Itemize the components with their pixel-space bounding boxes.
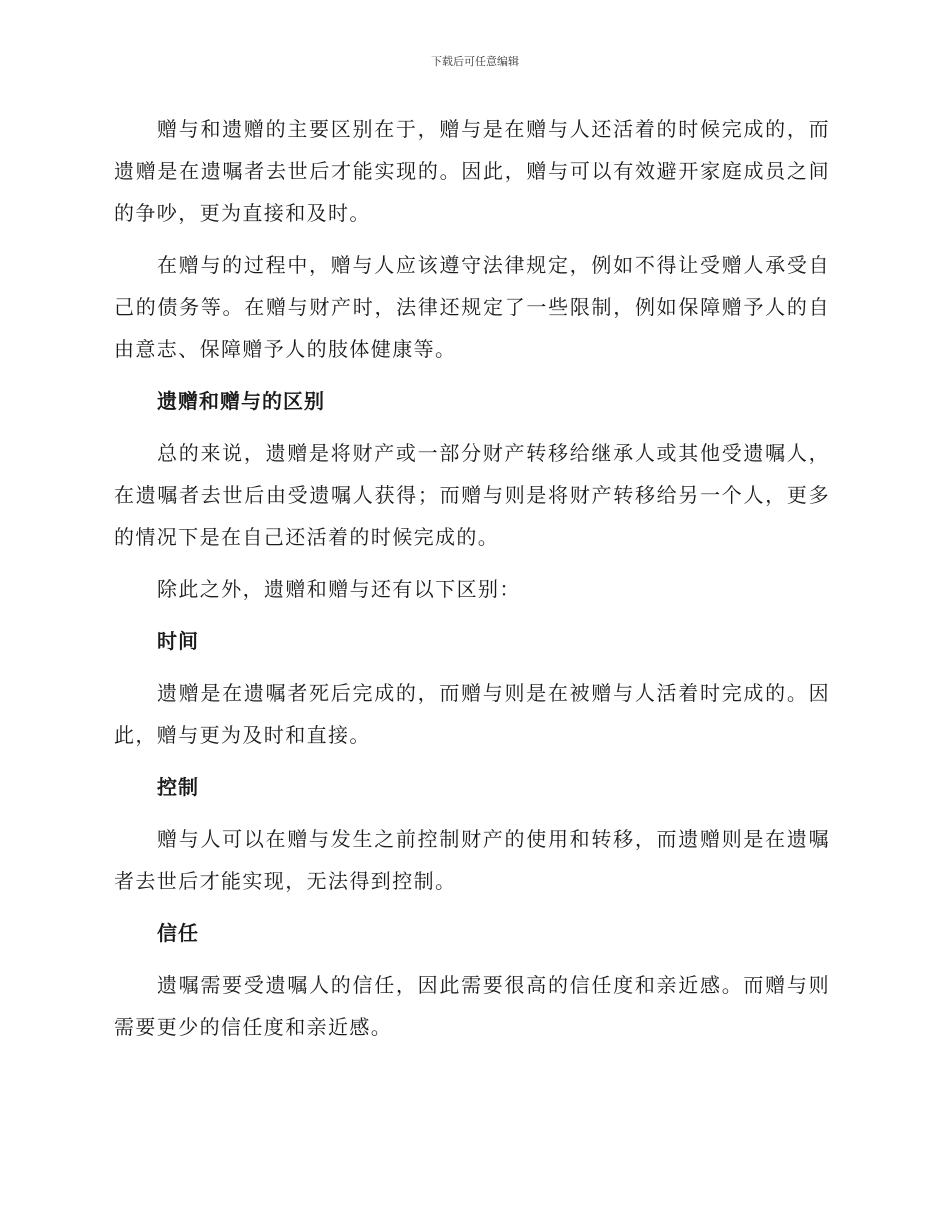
paragraph-gift-process: 在赠与的过程中，赠与人应该遵守法律规定，例如不得让受赠人承受自己的债务等。在赠与财产时，法律还规定了一些限制，例如保障赠予人的自由意志、保障赠予人的肢体健康等。	[114, 253, 830, 361]
section-heading-time: 时间	[157, 629, 199, 653]
paragraph-gift-vs-bequest: 赠与和遗赠的主要区别在于，赠与是在赠与人还活着的时候完成的，而遗赠是在遗嘱者去世后才能实现的。因此，赠与可以有效避开家庭成员之间的争吵，更为直接和及时。	[114, 117, 830, 225]
section-heading-trust: 信任	[157, 921, 199, 945]
paragraph-trust: 遗嘱需要受遗嘱人的信任，因此需要很高的信任度和亲近感。而赠与则需要更少的信任度和亲近感。	[114, 973, 830, 1039]
paragraph-other-differences: 除此之外，遗赠和赠与还有以下区别：	[157, 577, 521, 601]
document-body	[114, 108, 830, 1058]
section-heading-differences: 遗赠和赠与的区别	[157, 389, 325, 413]
paragraph-summary: 总的来说，遗赠是将财产或一部分财产转移给继承人或其他受遗嘱人，在遗嘱者去世后由受遗嘱人获得；而赠与则是将财产转移给另一个人，更多的情况下是在自己还活着的时候完成的。	[114, 441, 830, 549]
paragraph-control: 赠与人可以在赠与发生之前控制财产的使用和转移，而遗赠则是在遗嘱者去世后才能实现，无法得到控制。	[114, 827, 830, 893]
paragraph-time: 遗赠是在遗嘱者死后完成的，而赠与则是在被赠与人活着时完成的。因此，赠与更为及时和直接。	[114, 681, 830, 747]
page-header: 下载后可任意编辑	[431, 55, 519, 68]
section-heading-control: 控制	[157, 775, 199, 799]
